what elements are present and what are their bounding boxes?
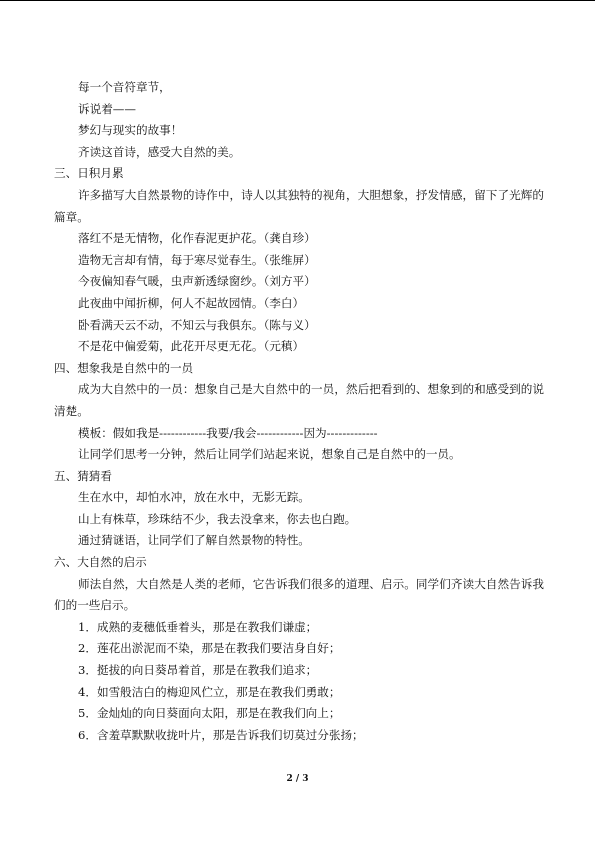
instruction-line: 齐读这首诗，感受大自然的美。 [78,144,241,159]
list-item: 2．莲花出淤泥而不染，那是在教我们要洁身自好； [78,641,341,656]
list-item: 5．金灿灿的向日葵面向太阳，那是在教我们向上； [78,706,341,721]
poem-quote: 造物无言却有情，每于寒尽觉春生。（张维屏） [78,252,316,267]
poem-quote: 卧看满天云不动，不知云与我俱东。（陈与义） [78,317,316,332]
list-item: 4．如雪般洁白的梅迎风伫立，那是在教我们勇敢； [78,684,341,699]
poem-quote: 此夜曲中闻折柳，何人不起故园情。（李白） [78,295,305,310]
poem-quote: 不是花中偏爱菊，此花开尽更无花。（元稹） [78,339,305,354]
list-item: 1．成熟的麦穗低垂着头，那是在教我们谦虚； [78,619,318,634]
section-heading: 五、猜猜看 [54,468,112,483]
riddle-line: 生在水中，却怕水冲，放在水中，无影无踪。 [78,490,310,505]
document-body [54,77,544,746]
instruction-line: 通过猜谜语，让同学们了解自然景物的特性。 [78,533,310,548]
poem-quote: 今夜偏知春气暖，虫声新透绿窗纱。（刘方平） [78,274,316,289]
section-heading: 三、日积月累 [54,166,124,181]
poem-quote: 落红不是无情物，化作春泥更护花。（龚自珍） [78,231,316,246]
instruction-line: 让同学们思考一分钟，然后让同学们站起来说，想象自己是自然中的一员。 [78,447,461,462]
list-item: 6．含羞草默默收拢叶片，那是告诉我们切莫过分张扬； [78,727,364,742]
section-heading: 六、大自然的启示 [54,555,147,570]
page-number: 2 / 3 [286,774,309,784]
template-line: 模板：假如我是------------我要/我会------------因为------------- [78,425,378,440]
paragraph: 成为大自然中的一员：想象自己是大自然中的一员，然后把看到的、想象到的和感受到的说清楚。 [54,382,544,418]
riddle-line: 山上有株草，珍珠结不少，我去没拿来，你去也白跑。 [78,511,357,526]
paragraph: 许多描写大自然景物的诗作中，诗人以其独特的视角，大胆想象，抒发情感，留下了光辉的篇章。 [54,187,544,224]
paragraph: 师法自然，大自然是人类的老师，它告诉我们很多的道理、启示。同学们齐读大自然告诉我们的一些启示。 [54,576,544,613]
top-rule [0,0,595,1]
poem-line: 每一个音符章节， [78,80,171,94]
poem-line: 诉说着—— [78,101,136,116]
poem-line: 梦幻与现实的故事！ [78,123,183,138]
list-item: 3．挺拔的向日葵昂着首，那是在教我们追求； [78,663,318,678]
section-heading: 四、想象我是自然中的一员 [54,360,194,375]
